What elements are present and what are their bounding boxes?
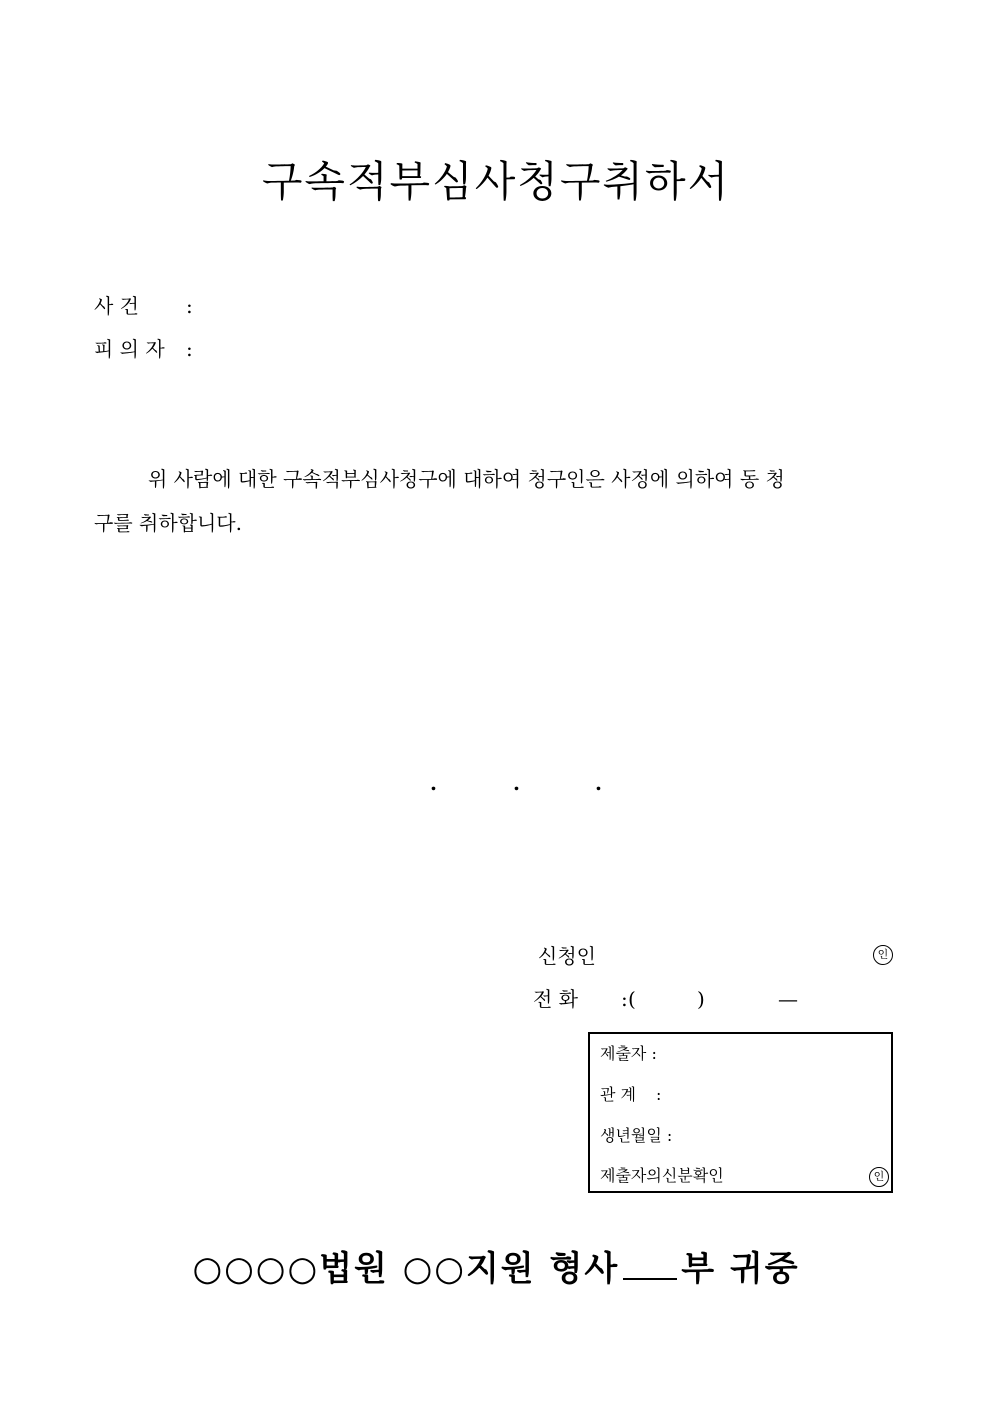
body-text-line-2: 구를 취하합니다. — [94, 511, 242, 535]
court-name: ○○○○법원 ○○지원 형사 — [192, 1249, 620, 1289]
identity-check-label: 제출자의신분확인 — [600, 1166, 724, 1185]
case-field — [94, 292, 193, 320]
case-label: 사 건 — [94, 294, 139, 318]
case-colon: : — [186, 294, 193, 318]
birthdate-label: 생년월일 : — [600, 1126, 673, 1145]
suspect-colon: : — [186, 337, 193, 361]
seal-icon: 인 — [873, 945, 893, 965]
relation-label: 관 계 — [600, 1085, 636, 1104]
body-text-1: 위 사람에 대한 구속적부심사청구에 대하여 청구인은 사정에 의하여 동 청 — [148, 467, 785, 491]
submitter-label: 제출자 : — [600, 1044, 657, 1063]
document-title: 구속적부심사청구취하서 — [261, 157, 731, 206]
date-dot-year: . — [430, 771, 437, 795]
phone-colon: : — [621, 987, 628, 1011]
phone-label: 전 화 — [533, 987, 578, 1011]
date-dot-day: . — [595, 771, 602, 795]
phone-dash: — — [778, 987, 798, 1011]
division-blank — [623, 1244, 677, 1280]
court-addressee — [0, 1244, 992, 1294]
phone-paren-close: ) — [697, 987, 705, 1011]
relation-row — [600, 1084, 661, 1106]
date-dot-month: . — [513, 771, 520, 795]
phone-paren-open: ( — [628, 987, 636, 1011]
phone-field — [533, 985, 628, 1013]
suspect-label: 피 의 자 — [94, 337, 165, 361]
seal-icon: 인 — [869, 1167, 889, 1187]
suspect-field — [94, 335, 193, 363]
applicant-label: 신청인 — [538, 944, 596, 968]
submitter-box — [588, 1032, 893, 1193]
body-text-line-1 — [94, 464, 894, 494]
court-suffix: 부 귀중 — [681, 1249, 800, 1289]
relation-colon: : — [656, 1085, 662, 1104]
